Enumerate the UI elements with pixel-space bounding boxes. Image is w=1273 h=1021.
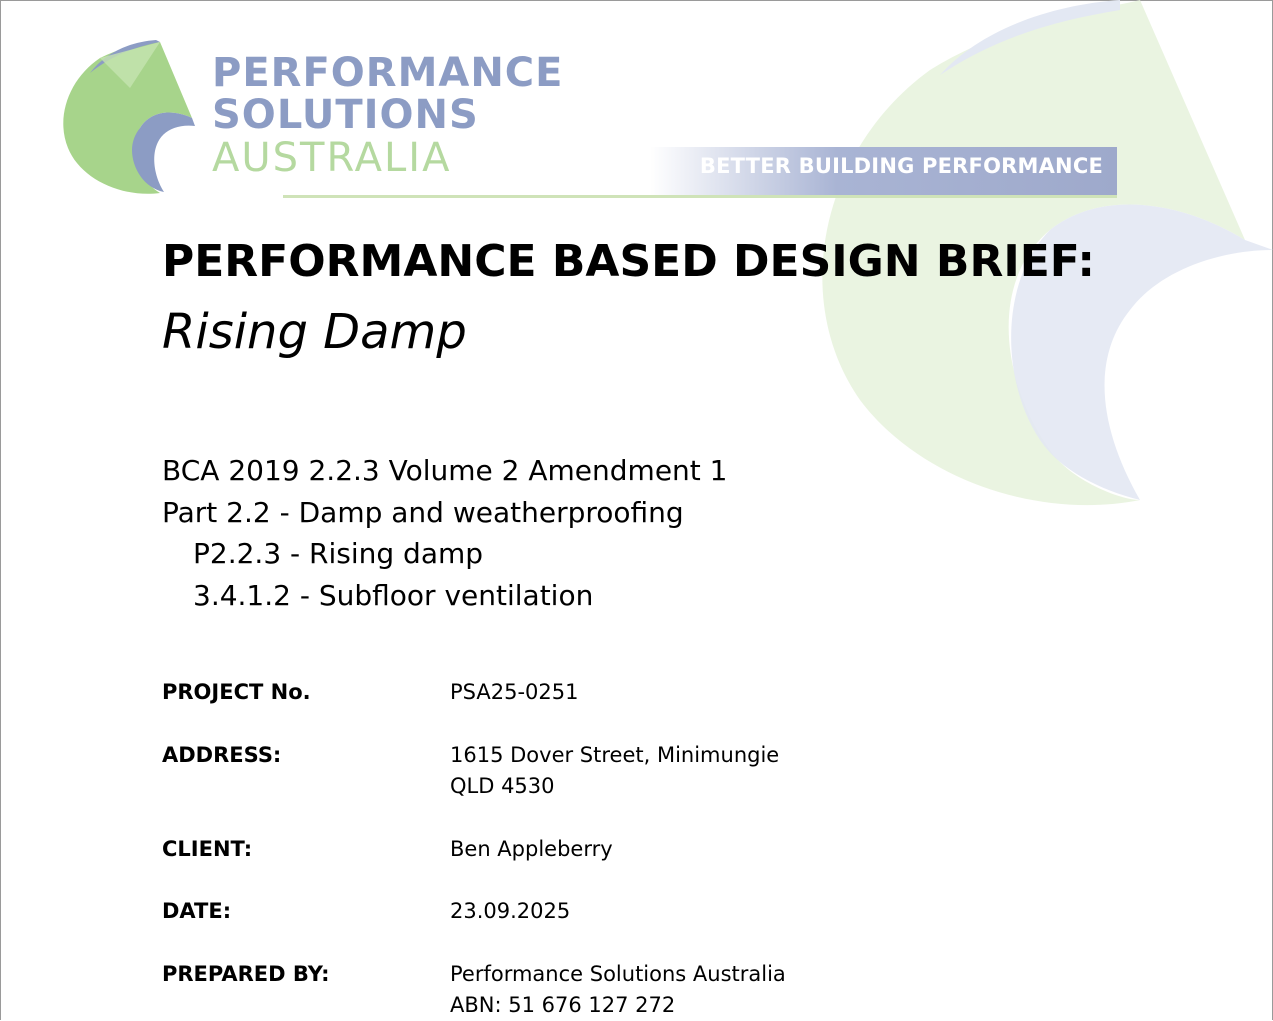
project-label: PROJECT No. bbox=[162, 680, 311, 704]
date-label: DATE: bbox=[162, 899, 232, 923]
company-logo-icon bbox=[60, 38, 200, 198]
tagline-banner bbox=[650, 147, 1117, 195]
address-value-line-2: QLD 4530 bbox=[450, 774, 555, 798]
code-line: Part 2.2 - Damp and weatherproofing bbox=[162, 495, 684, 529]
brand-line-3: AUSTRALIA bbox=[212, 135, 452, 181]
document-subtitle: Rising Damp bbox=[162, 304, 467, 360]
brand-line-2: SOLUTIONS bbox=[212, 92, 479, 138]
project-value: PSA25-0251 bbox=[450, 680, 579, 704]
company-brand-name bbox=[212, 52, 564, 180]
prepared-by-value-line-2: ABN: 51 676 127 272 bbox=[450, 993, 676, 1017]
code-line: 3.4.1.2 - Subfloor ventilation bbox=[193, 578, 594, 612]
date-value: 23.09.2025 bbox=[450, 899, 571, 923]
address-value-line-1: 1615 Dover Street, Minimungie bbox=[450, 743, 780, 767]
prepared-by-value-line-1: Performance Solutions Australia bbox=[450, 962, 786, 986]
code-line: BCA 2019 2.2.3 Volume 2 Amendment 1 bbox=[162, 454, 728, 487]
code-references bbox=[162, 450, 728, 616]
brand-line-1: PERFORMANCE bbox=[212, 50, 564, 96]
document-title: PERFORMANCE BASED DESIGN BRIEF: bbox=[162, 236, 1096, 287]
address-label: ADDRESS: bbox=[162, 743, 282, 767]
client-label: CLIENT: bbox=[162, 837, 253, 861]
prepared-by-label: PREPARED BY: bbox=[162, 962, 330, 986]
code-line: P2.2.3 - Rising damp bbox=[193, 537, 484, 570]
header-divider bbox=[283, 195, 1117, 198]
client-value: Ben Appleberry bbox=[450, 837, 613, 861]
tagline-text: BETTER BUILDING PERFORMANCE bbox=[699, 154, 1103, 178]
